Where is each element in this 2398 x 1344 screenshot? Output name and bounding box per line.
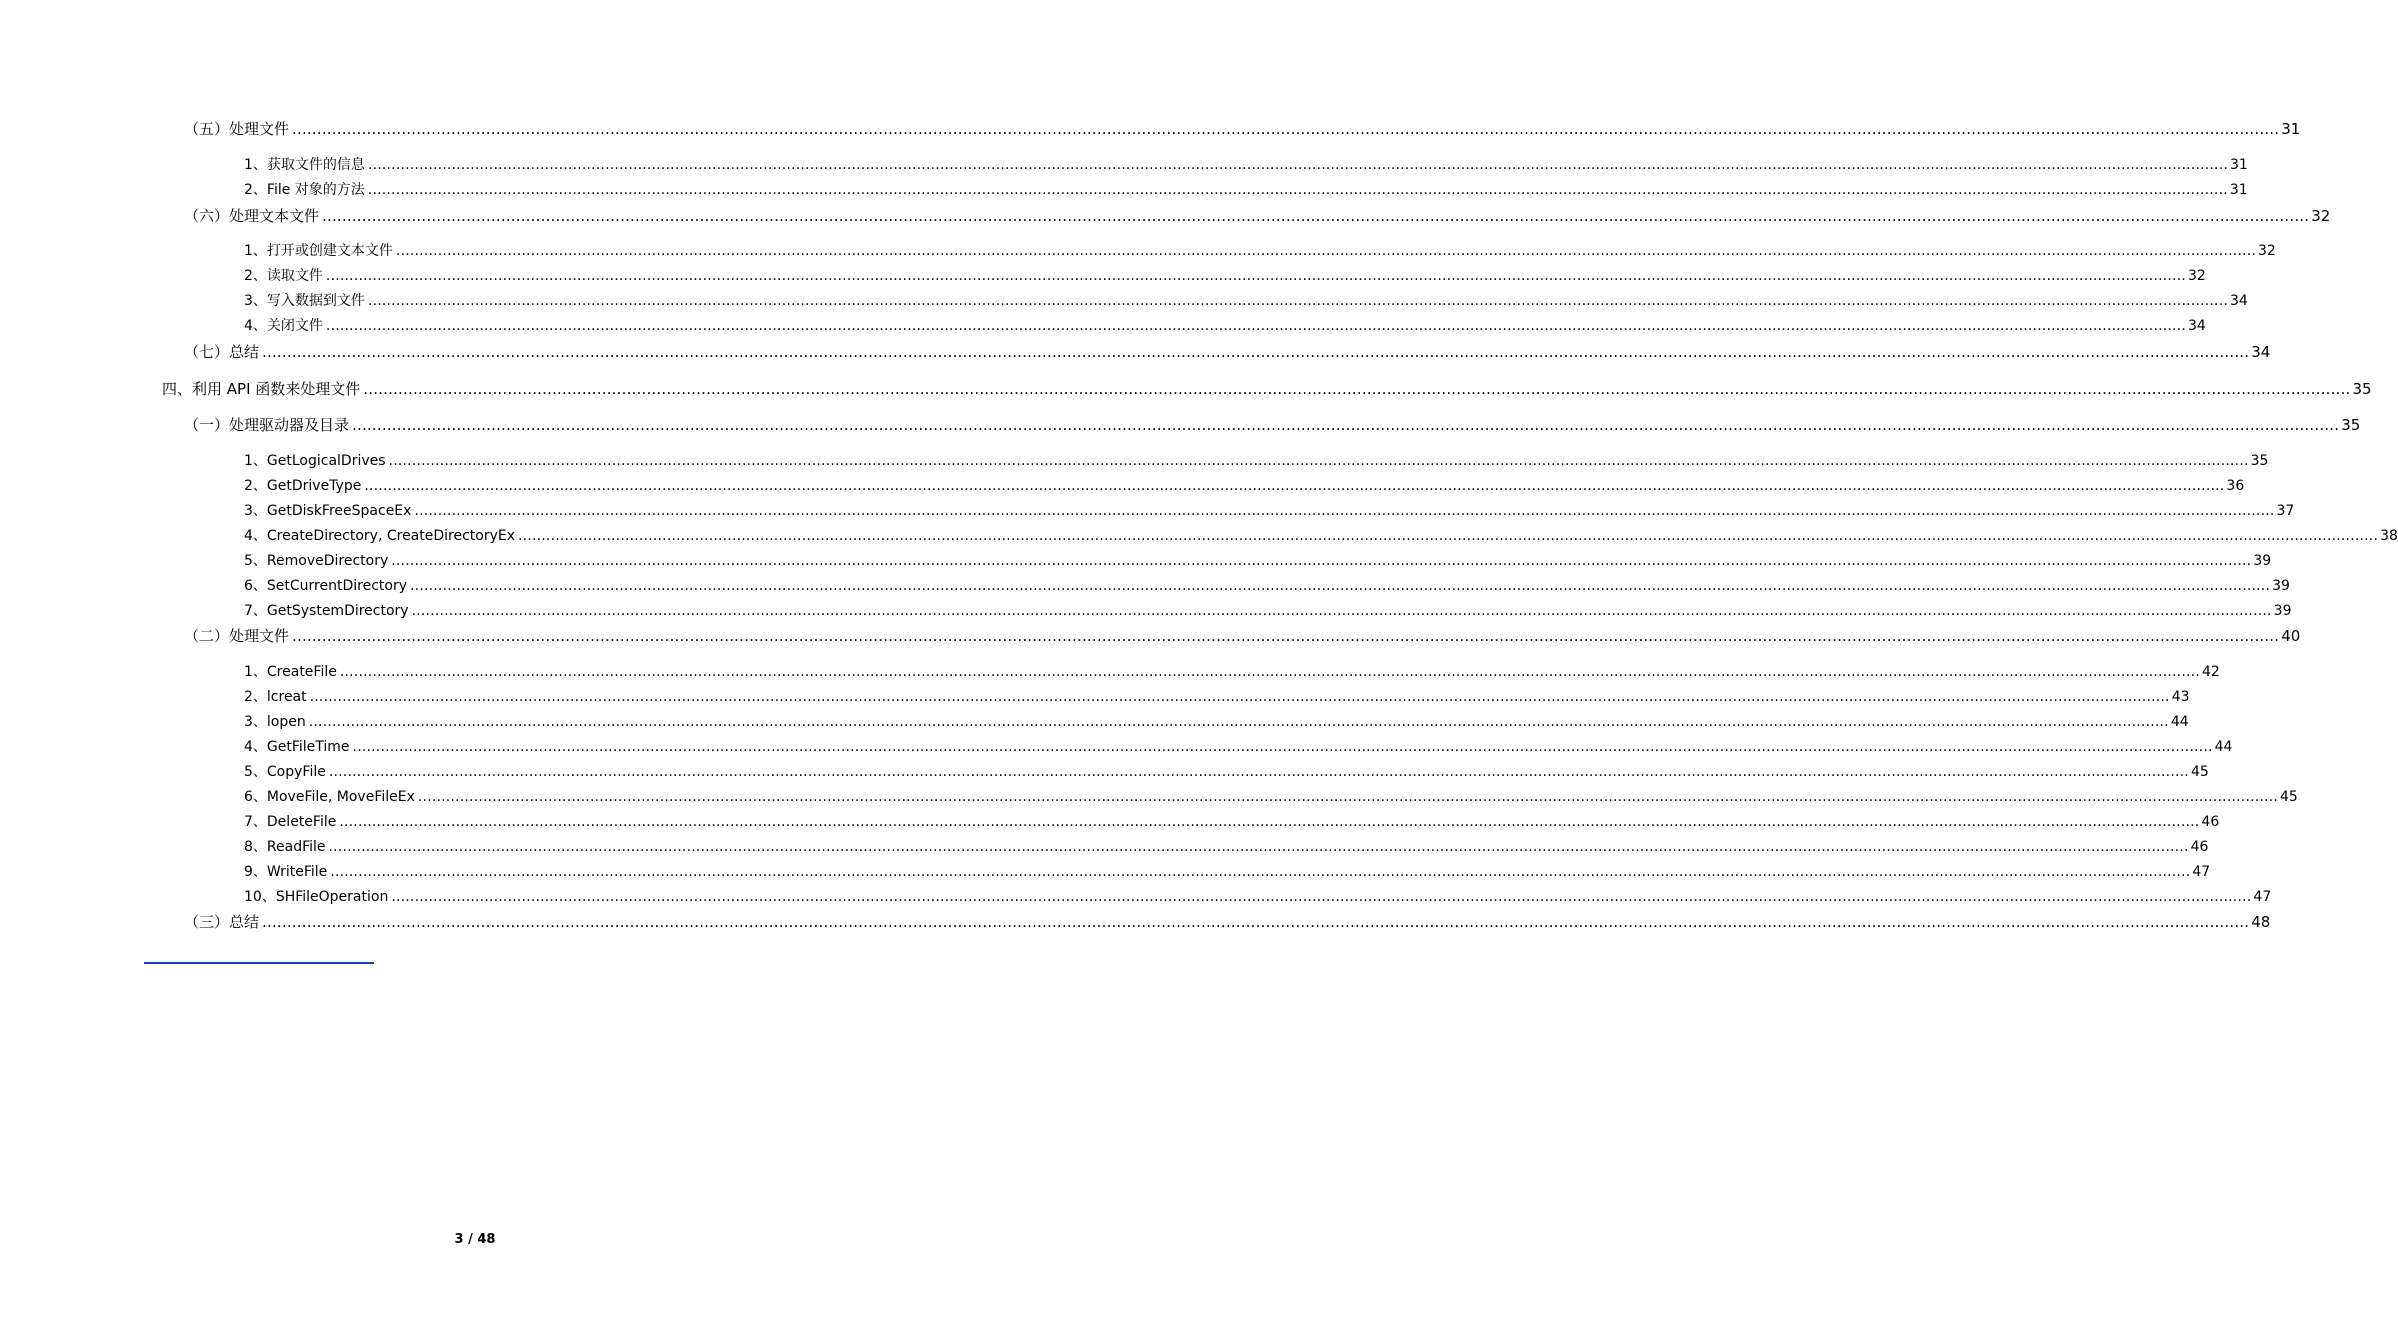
toc-leader-dots: ................................................................................................................................................................................................................................................................................................................................................................................................................ (352, 739, 2213, 755)
toc-entry[interactable] (244, 787, 2298, 807)
toc-entry-title: 5、CopyFile (244, 764, 326, 780)
toc-leader-dots: ................................................................................................................................................................................................................................................................................................................................................................................................................ (352, 416, 2340, 434)
toc-entry[interactable] (244, 837, 2209, 857)
toc-entry-page: 36 (2226, 478, 2245, 494)
toc-leader-dots: ................................................................................................................................................................................................................................................................................................................................................................................................................ (330, 864, 2191, 880)
toc-entry-page: 31 (2281, 120, 2301, 138)
toc-entry-page: 46 (2190, 839, 2209, 855)
toc-entry[interactable] (244, 155, 2248, 175)
toc-leader-dots: ................................................................................................................................................................................................................................................................................................................................................................................................................ (328, 839, 2189, 855)
toc-entry-title: 7、GetSystemDirectory (244, 603, 409, 619)
toc-entry[interactable] (184, 206, 2331, 226)
toc-entry-title: 3、GetDiskFreeSpaceEx (244, 503, 412, 519)
toc-leader-dots: ................................................................................................................................................................................................................................................................................................................................................................................................................ (309, 689, 2170, 705)
toc-entry-title: （一）处理驱动器及目录 (184, 416, 350, 434)
toc-leader-dots: ................................................................................................................................................................................................................................................................................................................................................................................................................ (328, 764, 2189, 780)
toc-entry-title: 4、GetFileTime (244, 739, 350, 755)
toc-entry[interactable] (184, 912, 2271, 932)
toc-leader-dots: ................................................................................................................................................................................................................................................................................................................................................................................................................ (325, 318, 2186, 334)
toc-leader-dots: ................................................................................................................................................................................................................................................................................................................................................................................................................ (391, 889, 2252, 905)
toc-entry-page: 39 (2253, 553, 2272, 569)
toc-entry[interactable] (244, 180, 2248, 200)
footnote-separator (144, 962, 374, 964)
toc-leader-dots: ................................................................................................................................................................................................................................................................................................................................................................................................................ (388, 453, 2249, 469)
toc-leader-dots: ................................................................................................................................................................................................................................................................................................................................................................................................................ (292, 120, 2280, 138)
toc-entry-title: 1、CreateFile (244, 664, 337, 680)
toc-leader-dots: ................................................................................................................................................................................................................................................................................................................................................................................................................ (308, 714, 2169, 730)
toc-entry[interactable] (184, 119, 2301, 139)
toc-leader-dots: ................................................................................................................................................................................................................................................................................................................................................................................................................ (363, 380, 2351, 398)
toc-entry-title: 3、lopen (244, 714, 306, 730)
toc-entry-page: 42 (2201, 664, 2220, 680)
toc-entry-title: 5、RemoveDirectory (244, 553, 389, 569)
toc-entry-title: 9、WriteFile (244, 864, 328, 880)
toc-entry-page: 47 (2192, 864, 2211, 880)
toc-entry-title: 4、CreateDirectory, CreateDirectoryEx (244, 528, 516, 544)
toc-entry-page: 44 (2214, 739, 2233, 755)
toc-entry[interactable] (244, 576, 2290, 596)
toc-entry[interactable] (184, 415, 2361, 435)
toc-entry-page: 40 (2281, 627, 2301, 645)
toc-leader-dots: ................................................................................................................................................................................................................................................................................................................................................................................................................ (322, 207, 2310, 225)
toc-entry-page: 46 (2201, 814, 2220, 830)
toc-entry-title: 1、打开或创建文本文件 (244, 243, 393, 259)
toc-entry[interactable] (244, 526, 2398, 546)
toc-entry-page: 32 (2258, 243, 2276, 259)
page-number: 3 / 48 (454, 1232, 496, 1247)
toc-entry[interactable] (184, 626, 2301, 646)
toc-entry-title: 2、File 对象的方法 (244, 182, 365, 198)
toc-leader-dots: ................................................................................................................................................................................................................................................................................................................................................................................................................ (292, 627, 2280, 645)
toc-entry-title: 4、关闭文件 (244, 318, 323, 334)
toc-entry[interactable] (244, 687, 2190, 707)
toc-leader-dots: ................................................................................................................................................................................................................................................................................................................................................................................................................ (411, 603, 2272, 619)
toc-entry[interactable] (244, 551, 2272, 571)
toc-entry-title: 1、获取文件的信息 (244, 157, 365, 173)
toc-entry-page: 48 (2251, 913, 2271, 931)
toc-entry-page: 32 (2311, 207, 2331, 225)
toc-entry[interactable] (184, 342, 2271, 362)
toc-entry[interactable] (244, 812, 2220, 832)
toc-entry-page: 35 (2341, 416, 2361, 434)
toc-entry-title: 6、SetCurrentDirectory (244, 578, 408, 594)
toc-entry-page: 35 (2250, 453, 2269, 469)
toc-leader-dots: ................................................................................................................................................................................................................................................................................................................................................................................................................ (395, 243, 2256, 259)
toc-leader-dots: ................................................................................................................................................................................................................................................................................................................................................................................................................ (325, 268, 2186, 284)
toc-entry[interactable] (162, 379, 2372, 399)
toc-leader-dots: ................................................................................................................................................................................................................................................................................................................................................................................................................ (367, 293, 2228, 309)
toc-entry[interactable] (244, 862, 2211, 882)
toc-leader-dots: ................................................................................................................................................................................................................................................................................................................................................................................................................ (367, 182, 2228, 198)
toc-entry-page: 35 (2352, 380, 2372, 398)
toc-entry[interactable] (244, 712, 2189, 732)
toc-leader-dots: ................................................................................................................................................................................................................................................................................................................................................................................................................ (364, 478, 2225, 494)
toc-entry-page: 47 (2253, 889, 2272, 905)
toc-entry-page: 38 (2380, 528, 2398, 544)
toc-leader-dots: ................................................................................................................................................................................................................................................................................................................................................................................................................ (414, 503, 2275, 519)
toc-entry-page: 45 (2190, 764, 2209, 780)
toc-leader-dots: ................................................................................................................................................................................................................................................................................................................................................................................................................ (518, 528, 2379, 544)
toc-entry-title: 8、ReadFile (244, 839, 326, 855)
toc-entry-page: 43 (2171, 689, 2190, 705)
toc-entry-title: （二）处理文件 (184, 627, 290, 645)
toc-entry[interactable] (244, 662, 2220, 682)
toc-entry-title: （七）总结 (184, 343, 260, 361)
toc-leader-dots: ................................................................................................................................................................................................................................................................................................................................................................................................................ (339, 814, 2200, 830)
toc-entry-page: 31 (2229, 182, 2248, 198)
toc-leader-dots: ................................................................................................................................................................................................................................................................................................................................................................................................................ (367, 157, 2228, 173)
toc-entry[interactable] (244, 887, 2272, 907)
toc-entry-page: 39 (2272, 578, 2290, 594)
toc-entry-page: 34 (2251, 343, 2271, 361)
toc-entry[interactable] (244, 762, 2209, 782)
toc-entry-page: 39 (2273, 603, 2292, 619)
toc-leader-dots: ................................................................................................................................................................................................................................................................................................................................................................................................................ (262, 913, 2250, 931)
toc-entry-title: 2、lcreat (244, 689, 307, 705)
toc-entry-title: （三）总结 (184, 913, 260, 931)
toc-entry-title: 四、利用 API 函数来处理文件 (162, 380, 361, 398)
toc-entry-page: 34 (2188, 318, 2206, 334)
toc-leader-dots: ................................................................................................................................................................................................................................................................................................................................................................................................................ (410, 578, 2271, 594)
toc-entry[interactable] (244, 316, 2206, 336)
toc-entry-title: （五）处理文件 (184, 120, 290, 138)
toc-entry-title: （六）处理文本文件 (184, 207, 320, 225)
toc-entry-page: 45 (2279, 789, 2298, 805)
toc-leader-dots: ................................................................................................................................................................................................................................................................................................................................................................................................................ (417, 789, 2278, 805)
toc-entry[interactable] (244, 476, 2245, 496)
toc-entry[interactable] (244, 601, 2292, 621)
toc-entry-page: 44 (2170, 714, 2189, 730)
toc-entry-page: 31 (2230, 157, 2248, 173)
toc-leader-dots: ................................................................................................................................................................................................................................................................................................................................................................................................................ (391, 553, 2252, 569)
toc-entry-page: 34 (2230, 293, 2248, 309)
toc-entry[interactable] (244, 737, 2233, 757)
toc-leader-dots: ................................................................................................................................................................................................................................................................................................................................................................................................................ (339, 664, 2200, 680)
toc-entry-title: 10、SHFileOperation (244, 889, 389, 905)
toc-entry-title: 2、GetDriveType (244, 478, 362, 494)
toc-entry-title: 1、GetLogicalDrives (244, 453, 386, 469)
toc-entry[interactable] (244, 451, 2269, 471)
toc-entry-title: 2、读取文件 (244, 268, 323, 284)
toc-entry[interactable] (244, 501, 2295, 521)
toc-entry-title: 7、DeleteFile (244, 814, 337, 830)
toc-entry-title: 6、MoveFile, MoveFileEx (244, 789, 415, 805)
toc-entry-title: 3、写入数据到文件 (244, 293, 365, 309)
toc-entry[interactable] (244, 266, 2206, 286)
toc-entry-page: 37 (2276, 503, 2295, 519)
toc-leader-dots: ................................................................................................................................................................................................................................................................................................................................................................................................................ (262, 343, 2250, 361)
toc-entry-page: 32 (2188, 268, 2206, 284)
toc-entry[interactable] (244, 291, 2248, 311)
toc-entry[interactable] (244, 241, 2276, 261)
